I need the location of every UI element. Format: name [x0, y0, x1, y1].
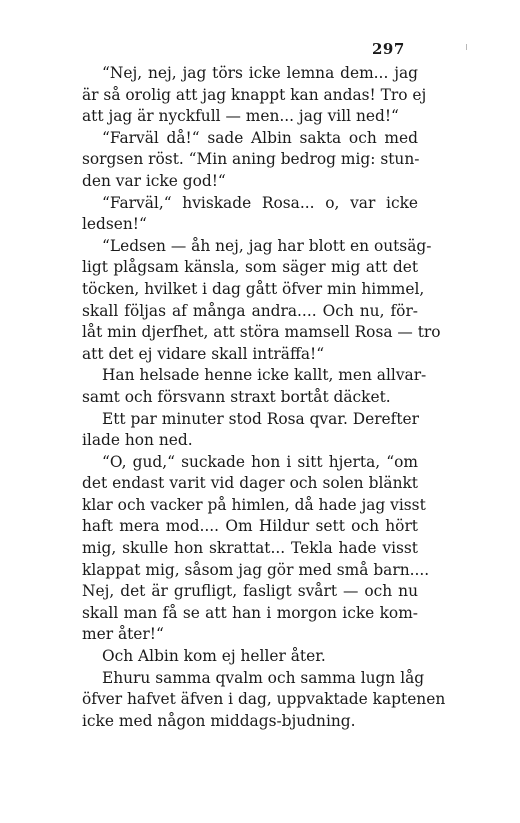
- text-line: klar och vacker på himlen, då hade jag visst: [82, 495, 426, 514]
- text-line: haft mera mod.... Om Hildur sett och hört: [82, 517, 418, 536]
- text-line: mer åter!“: [82, 625, 164, 644]
- text-line: att jag är nyckfull — men... jag vill ned!“: [82, 107, 399, 126]
- text-line: icke med någon middags-bjudning.: [82, 711, 356, 730]
- text-line: det endast varit vid dager och solen blänkt: [82, 474, 418, 493]
- text-line: är så orolig att jag knappt kan andas! Tro ej: [82, 85, 427, 104]
- text-line: “Farväl då!“ sade Albin sakta och med: [102, 128, 418, 147]
- text-line: “Ledsen — åh nej, jag har blott en outsäg-: [102, 236, 432, 255]
- paper-speck: [466, 44, 467, 50]
- text-line: mig, skulle hon skrattat... Tekla hade visst: [82, 539, 418, 558]
- text-line: “Farväl,“ hviskade Rosa... o, var icke: [102, 193, 418, 212]
- text-line: Nej, det är grufligt, fasligt svårt — och nu: [82, 582, 418, 601]
- text-line: Han helsade henne icke kallt, men allvar-: [102, 366, 427, 385]
- body-text: [82, 63, 446, 732]
- text-line: Och Albin kom ej heller åter.: [102, 647, 326, 666]
- text-line: den var icke god!“: [82, 171, 226, 190]
- text-line: skall följas af många andra.... Och nu, för-: [82, 301, 418, 320]
- text-line: ligt plågsam känsla, som säger mig att det: [82, 258, 418, 277]
- text-line: “Nej, nej, jag törs icke lemna dem... jag: [102, 64, 418, 82]
- text-line: att det ej vidare skall inträffa!“: [82, 344, 325, 363]
- text-line: sorgsen röst. “Min aning bedrog mig: stun-: [82, 150, 420, 169]
- text-line: ledsen!“: [82, 215, 147, 234]
- text-line: ilade hon ned.: [82, 431, 193, 450]
- page-number: 297: [372, 40, 405, 58]
- text-line: Ett par minuter stod Rosa qvar. Derefter: [102, 409, 420, 428]
- text-line: klappat mig, såsom jag gör med små barn....: [82, 560, 430, 579]
- text-line: öfver hafvet äfven i dag, uppvaktade kaptenen: [82, 690, 446, 709]
- text-line: låt min djerfhet, att störa mamsell Rosa — tro: [82, 323, 441, 342]
- text-line: Ehuru samma qvalm och samma lugn låg: [102, 668, 425, 687]
- text-line: töcken, hvilket i dag gått öfver min himmel,: [82, 279, 425, 298]
- text-line: “O, gud,“ suckade hon i sitt hjerta, “om: [102, 452, 418, 471]
- text-line: skall man få se att han i morgon icke kom-: [82, 603, 418, 622]
- text-line: samt och försvann straxt bortåt däcket.: [82, 387, 391, 406]
